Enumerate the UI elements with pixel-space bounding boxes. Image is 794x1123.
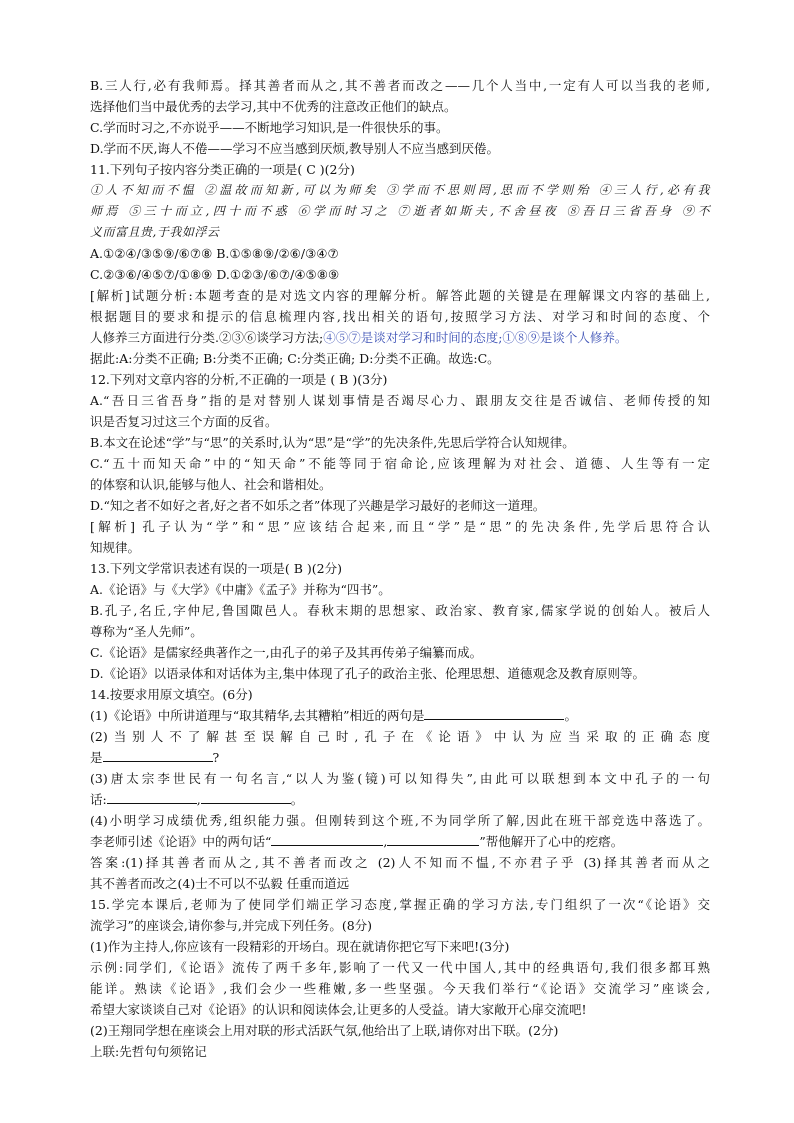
q15-example-line3: 希望大家谈谈自己对《论语》的认识和阅读体会,让更多的人受益。请大家敞开心扉交流吧!	[90, 1002, 587, 1017]
q12-option-c-line2: 的体察和认识,能够与他人、社会和谐相处。	[90, 477, 332, 492]
q11-items-line2: 师焉 ⑤三十而立,四十而不惑 ⑥学而时习之 ⑦逝者如斯夫,不舍昼夜 ⑧吾日三省吾身 ⑨不	[90, 204, 710, 218]
q14-item-1-text: (1)《论语》中所讲道理与“取其精华,去其糟粕”相近的两句是	[90, 708, 425, 723]
question-13: 13.下列文学常识表述有误的一项是( B )(2分)	[90, 561, 342, 576]
q14-item-3-comma: ,	[196, 792, 201, 807]
q14-item-2-end: ?	[212, 750, 220, 765]
question-15-line1: 15.学完本课后,老师为了使同学们端正学习态度,掌握正确的学习方法,专门组织了一次“《论语》交	[90, 897, 710, 912]
answer-blank[interactable]	[103, 747, 213, 762]
q15-example-line2: 能详。熟读《论语》,我们会少一些稚嫩,多一些坚强。今天我们举行“《论语》交流学习”座谈会,	[90, 981, 710, 996]
q15-subtask-2: (2)王翔同学想在座谈会上用对联的形式活跃气氛,他给出了上联,请你对出下联。(2分)	[90, 1023, 559, 1038]
q14-item-4-end: ”帮他解开了心中的疙瘩。	[479, 834, 624, 849]
q11-exp-part-b: ④⑤⑦是谈对学习和时间的态度;①⑧⑨是谈个人修养。	[323, 330, 628, 345]
question-14: 14.按要求用原文填空。(6分)	[90, 687, 253, 702]
option-b-line2: 选择他们当中最优秀的去学习,其中不优秀的注意改正他们的缺点。	[90, 99, 457, 114]
q14-item-4-text: 李老师引述《论语》中的两句话“	[90, 834, 272, 849]
q14-answer-line2: 其不善者而改之(4)士不可以不弘毅 任重而道远	[90, 876, 350, 891]
q14-item-2-line1: (2)当别人不了解甚至误解自己时,孔子在《论语》中认为应当采取的正确态度	[90, 729, 710, 744]
q14-item-4-comma: ,	[383, 834, 388, 849]
q11-options-cd: C.②③⑥/④⑤⑦/①⑧⑨ D.①②③/⑥⑦/④⑤⑧⑨	[90, 267, 340, 282]
q13-option-b-line2: 尊称为“圣人先师”。	[90, 624, 203, 639]
q12-option-d: D.“知之者不如好之者,好之者不如乐之者”体现了兴趣是学习最好的老师这一道理。	[90, 498, 546, 513]
answer-blank[interactable]	[107, 789, 197, 804]
q11-options-ab: A.①②④/③⑤⑨/⑥⑦⑧ B.①⑤⑧⑨/②⑥/③④⑦	[90, 246, 339, 261]
q11-explanation-line3	[90, 327, 710, 348]
q14-item-1	[90, 705, 710, 726]
q14-item-2-text: 是	[90, 750, 103, 765]
q14-item-3-end: 。	[290, 792, 304, 807]
q12-option-a-line2: 识是否复习过这三个方面的反省。	[90, 414, 278, 429]
q14-item-3-text: 话:	[90, 792, 107, 807]
q13-option-b-line1: B.孔子,名丘,字仲尼,鲁国陬邑人。春秋末期的思想家、政治家、教育家,儒家学说的创始人。被后人	[90, 603, 710, 618]
q14-answer-line1: 答案:(1)择其善者而从之,其不善者而改之 (2)人不知而不愠,不亦君子乎 (3)择其善者而从之	[90, 855, 710, 870]
option-d: D.学而不厌,诲人不倦——学习不应当感到厌烦,教导别人不应当感到厌倦。	[90, 141, 499, 156]
option-c: C.学而时习之,不亦说乎——不断地学习知识,是一件很快乐的事。	[90, 120, 449, 135]
q14-item-4-line1: (4)小明学习成绩优秀,组织能力强。但刚转到这个班,不为同学所了解,因此在班干部竞选中落选了。	[90, 813, 710, 828]
question-11: 11.下列句子按内容分类正确的一项是( C )(2分)	[90, 162, 355, 177]
answer-blank[interactable]	[387, 831, 479, 846]
q12-option-a-line1: A.“吾日三省吾身”指的是对替别人谋划事情是否竭尽心力、跟朋友交往是否诚信、老师传授的知	[90, 393, 710, 408]
q11-explanation-line1: [解析]试题分析:本题考查的是对选文内容的理解分析。解答此题的关键是在理解课文内容的基础上,	[90, 288, 710, 303]
q14-item-4-line2	[90, 831, 710, 852]
q13-option-a: A.《论语》与《大学》《中庸》《孟子》并称为“四书”。	[90, 582, 391, 597]
q12-explanation-line2: 知规律。	[90, 540, 141, 555]
answer-blank[interactable]	[424, 705, 564, 720]
document-page	[90, 75, 710, 1062]
q11-items-line3: 义而富且贵,于我如浮云	[90, 225, 220, 239]
q15-upper-couplet: 上联:先哲句句须铭记	[90, 1044, 207, 1059]
q15-example-line1: 示例:同学们,《论语》流传了两千多年,影响了一代又一代中国人,其中的经典语句,我们很多都耳熟	[90, 960, 710, 975]
q11-explanation-line2: 根据题目的要求和提示的信息梳理内容,找出相关的语句,按照学习方法、对学习和时间的态度、个	[90, 309, 710, 324]
q12-explanation-line1: [解析] 孔子认为“学”和“思”应该结合起来,而且“学”是“思”的先决条件,先学后思符合认	[90, 519, 710, 534]
answer-blank[interactable]	[201, 789, 291, 804]
q12-option-b: B.本文在论述“学”与“思”的关系时,认为“思”是“学”的先决条件,先思后学符合认知规律。	[90, 435, 575, 450]
answer-blank[interactable]	[271, 831, 383, 846]
q14-item-1-end: 。	[564, 708, 577, 723]
question-12: 12.下列对文章内容的分析,不正确的一项是 ( B )(3分)	[90, 372, 388, 387]
question-15-line2: 流学习”的座谈会,请你参与,并完成下列任务。(8分)	[90, 918, 373, 933]
q13-option-d: D.《论语》以语录体和对话体为主,集中体现了孔子的政治主张、伦理思想、道德观念及教育原则等。	[90, 666, 646, 681]
q14-item-2-line2	[90, 747, 710, 768]
q15-subtask-1: (1)作为主持人,你应该有一段精彩的开场白。现在就请你把它写下来吧!(3分)	[90, 939, 510, 954]
q13-option-c: C.《论语》是儒家经典著作之一,由孔子的弟子及其再传弟子编纂而成。	[90, 645, 483, 660]
q11-explanation-line4: 据此:A:分类不正确; B:分类不正确; C:分类正确; D:分类不正确。故选:C。	[90, 351, 500, 366]
option-b-line1: B.三人行,必有我师焉。择其善者而从之,其不善者而改之——几个人当中,一定有人可以当我的老师,	[90, 78, 710, 93]
q14-item-3-line1: (3)唐太宗李世民有一句名言,“以人为鉴(镜)可以知得失”,由此可以联想到本文中孔子的一句	[90, 771, 710, 786]
q11-exp-part-a: 人修养三方面进行分类.②③⑥谈学习方法;	[90, 330, 324, 345]
q14-item-3-line2	[90, 789, 710, 810]
q11-items-line1: ①人不知而不愠 ②温故而知新,可以为师矣 ③学而不思则罔,思而不学则殆 ④三人行,必有我	[90, 183, 710, 197]
q12-option-c-line1: C.“五十而知天命”中的“知天命”不能等同于宿命论,应该理解为对社会、道德、人生等有一定	[90, 456, 710, 471]
